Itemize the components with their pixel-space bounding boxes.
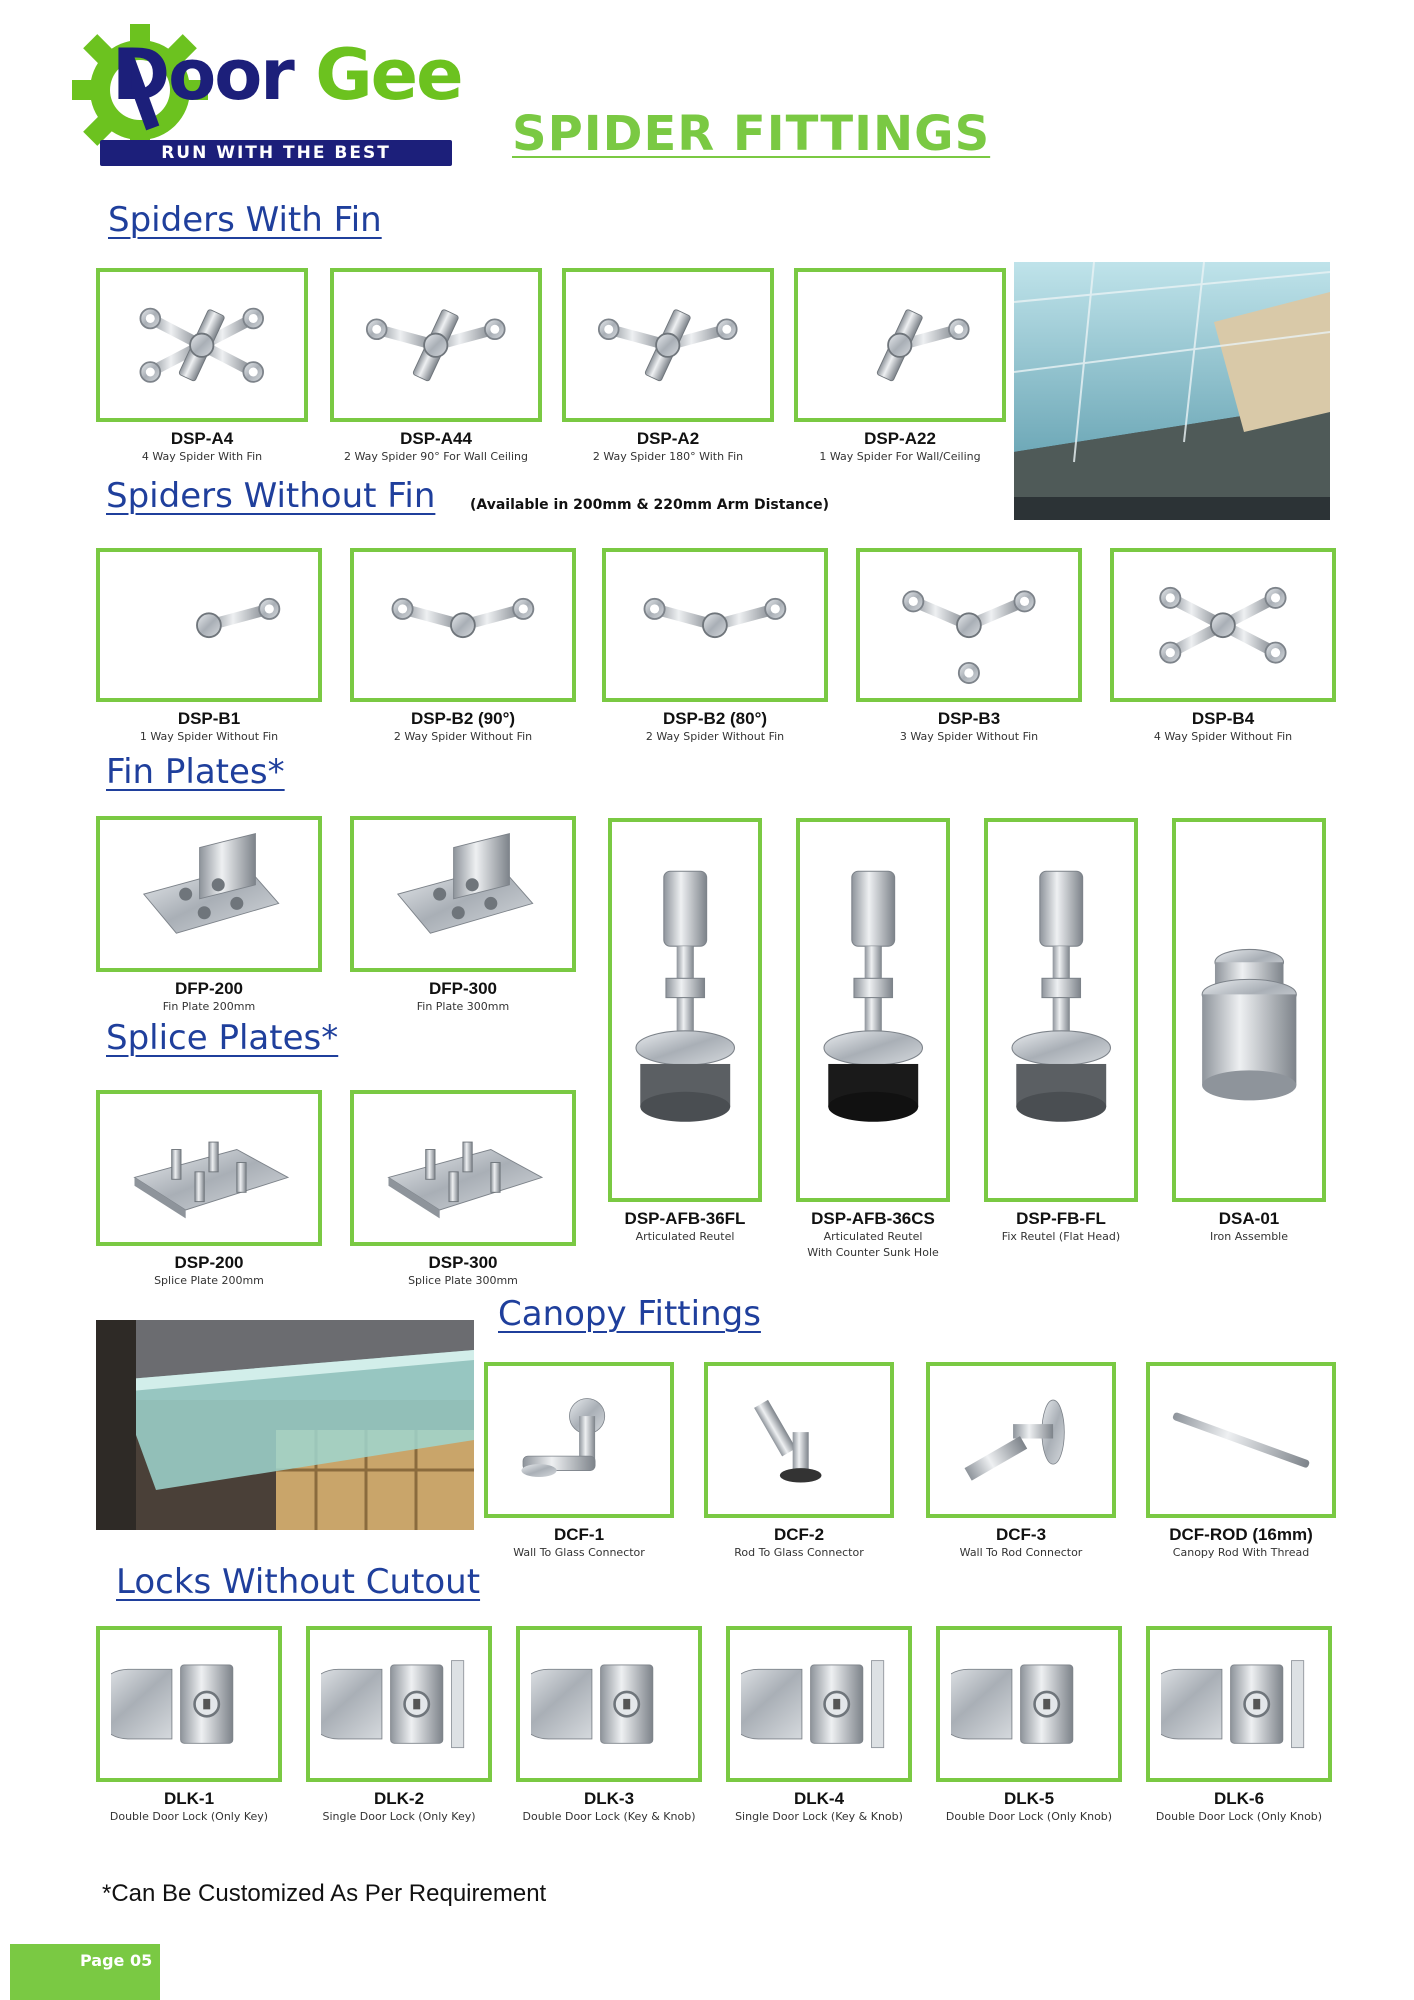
product-description: 2 Way Spider Without Fin	[393, 730, 533, 743]
product-description: Iron Assemble	[1210, 1230, 1288, 1243]
routel-icon	[997, 845, 1125, 1176]
product-code: DSP-FB-FL	[1016, 1209, 1106, 1228]
product-card	[96, 1090, 322, 1246]
product-description: 2 Way Spider Without Fin	[645, 730, 785, 743]
product-description: Wall To Glass Connector	[513, 1546, 645, 1559]
product-code: DSP-300	[428, 1253, 498, 1272]
canopy-fitting-icon	[1161, 1375, 1321, 1505]
spider-fitting-icon	[578, 281, 758, 409]
product-description: Single Door Lock (Only Key)	[322, 1810, 476, 1823]
product-code: DSP-A2	[636, 429, 700, 448]
product-code: DSP-200	[174, 1253, 244, 1272]
product-code: DSP-B4	[1191, 709, 1255, 728]
routel-icon	[809, 845, 937, 1176]
product-code: DLK-3	[583, 1789, 635, 1808]
fin-plate-icon	[367, 829, 559, 959]
product-code: DCF-ROD (16mm)	[1169, 1525, 1313, 1544]
product-card	[856, 548, 1082, 702]
glass-door-lock-icon	[531, 1639, 688, 1769]
product-code: DSP-B2 (80°)	[662, 709, 768, 728]
product-description: Double Door Lock (Only Knob)	[945, 1810, 1113, 1823]
glass-door-lock-icon	[321, 1639, 478, 1769]
splice-plate-icon	[113, 1103, 305, 1233]
page-title: SPIDER FITTINGS	[512, 106, 991, 162]
canopy-photo	[96, 1320, 474, 1530]
arm-distance-note: (Available in 200mm & 220mm Arm Distance)	[470, 497, 830, 513]
spider-fitting-icon	[873, 561, 1065, 689]
product-card	[1146, 1626, 1332, 1782]
section-heading-canopy-fittings: Canopy Fittings	[498, 1294, 761, 1334]
product-card	[96, 816, 322, 972]
product-description: Fin Plate 300mm	[416, 1000, 510, 1013]
glass-door-lock-icon	[741, 1639, 898, 1769]
product-code: DSA-01	[1218, 1209, 1280, 1228]
product-card	[608, 818, 762, 1202]
fin-plate-icon	[113, 829, 305, 959]
product-card	[936, 1626, 1122, 1782]
iron-assemble-icon	[1185, 845, 1313, 1176]
product-code: DSP-A22	[864, 429, 936, 448]
glass-door-lock-icon	[1161, 1639, 1318, 1769]
brand-wordmark: Door Gee	[112, 34, 462, 116]
product-card	[602, 548, 828, 702]
product-description: Double Door Lock (Key & Knob)	[522, 1810, 696, 1823]
product-description: Articulated Reutel	[635, 1230, 735, 1243]
product-card	[484, 1362, 674, 1518]
product-description: Wall To Rod Connector	[959, 1546, 1083, 1559]
product-code: DSP-A44	[400, 429, 472, 448]
product-description: Double Door Lock (Only Key)	[109, 1810, 269, 1823]
product-card	[1146, 1362, 1336, 1518]
product-code: DFP-200	[174, 979, 244, 998]
product-card	[330, 268, 542, 422]
product-description: 4 Way Spider With Fin	[141, 450, 263, 463]
product-card	[306, 1626, 492, 1782]
glass-door-lock-icon	[951, 1639, 1108, 1769]
spider-fitting-icon	[1127, 561, 1319, 689]
spider-fitting-icon	[113, 561, 305, 689]
product-card	[1172, 818, 1326, 1202]
glass-door-lock-icon	[111, 1639, 268, 1769]
spider-fitting-icon	[112, 281, 292, 409]
product-code: DSP-AFB-36CS	[811, 1209, 935, 1228]
product-code: DLK-5	[1003, 1789, 1055, 1808]
product-card	[926, 1362, 1116, 1518]
product-code: DFP-300	[428, 979, 498, 998]
section-heading-fin-plates: Fin Plates*	[106, 752, 285, 792]
product-description: Canopy Rod With Thread	[1172, 1546, 1310, 1559]
section-heading-splice-plates: Splice Plates*	[106, 1018, 339, 1058]
product-description-line2: With Counter Sunk Hole	[807, 1246, 939, 1259]
product-description: Splice Plate 200mm	[154, 1274, 264, 1287]
product-code: DLK-2	[373, 1789, 425, 1808]
product-card	[96, 268, 308, 422]
product-card	[516, 1626, 702, 1782]
product-card	[562, 268, 774, 422]
product-card	[350, 816, 576, 972]
canopy-fitting-icon	[499, 1375, 659, 1505]
product-code: DSP-B2 (90°)	[410, 709, 516, 728]
product-description: Splice Plate 300mm	[408, 1274, 518, 1287]
product-description: Fin Plate 200mm	[162, 1000, 256, 1013]
product-card	[1110, 548, 1336, 702]
product-code: DLK-4	[793, 1789, 845, 1808]
section-heading-spiders-without-fin: Spiders Without Fin	[106, 476, 436, 516]
product-description: 2 Way Spider 90° For Wall Ceiling	[344, 450, 528, 463]
spider-fitting-icon	[810, 281, 990, 409]
product-code: DCF-2	[773, 1525, 825, 1544]
glass-roof-photo	[1014, 262, 1330, 520]
brand-tagline: RUN WITH THE BEST	[100, 140, 452, 166]
product-description: Rod To Glass Connector	[734, 1546, 864, 1559]
product-description: Double Door Lock (Only Knob)	[1155, 1810, 1323, 1823]
section-heading-locks-without-cutout: Locks Without Cutout	[116, 1562, 481, 1602]
canopy-fitting-icon	[941, 1375, 1101, 1505]
splice-plate-icon	[367, 1103, 559, 1233]
product-code: DCF-1	[553, 1525, 605, 1544]
product-card	[794, 268, 1006, 422]
product-card	[96, 548, 322, 702]
product-description: 4 Way Spider Without Fin	[1153, 730, 1293, 743]
routel-icon	[621, 845, 749, 1176]
product-card	[796, 818, 950, 1202]
page-number-badge: Page 05	[10, 1944, 160, 2000]
product-card	[984, 818, 1138, 1202]
customization-footnote: *Can Be Customized As Per Requirement	[102, 1880, 547, 1907]
product-code: DSP-B1	[177, 709, 241, 728]
product-card	[726, 1626, 912, 1782]
product-description: 1 Way Spider For Wall/Ceiling	[819, 450, 981, 463]
product-card	[704, 1362, 894, 1518]
product-description: Fix Reutel (Flat Head)	[1001, 1230, 1121, 1243]
product-description: Single Door Lock (Key & Knob)	[735, 1810, 903, 1823]
product-description: 1 Way Spider Without Fin	[139, 730, 279, 743]
product-code: DSP-A4	[170, 429, 234, 448]
product-card	[350, 548, 576, 702]
product-code: DLK-1	[163, 1789, 215, 1808]
product-description: Articulated Reutel	[823, 1230, 923, 1243]
spider-fitting-icon	[346, 281, 526, 409]
product-card	[350, 1090, 576, 1246]
product-code: DSP-AFB-36FL	[624, 1209, 746, 1228]
product-description: 3 Way Spider Without Fin	[899, 730, 1039, 743]
product-code: DLK-6	[1213, 1789, 1265, 1808]
spider-fitting-icon	[619, 561, 811, 689]
product-code: DCF-3	[995, 1525, 1047, 1544]
product-code: DSP-B3	[937, 709, 1001, 728]
product-card	[96, 1626, 282, 1782]
canopy-fitting-icon	[719, 1375, 879, 1505]
product-description: 2 Way Spider 180° With Fin	[592, 450, 744, 463]
spider-fitting-icon	[367, 561, 559, 689]
section-heading-spiders-with-fin: Spiders With Fin	[108, 200, 382, 240]
